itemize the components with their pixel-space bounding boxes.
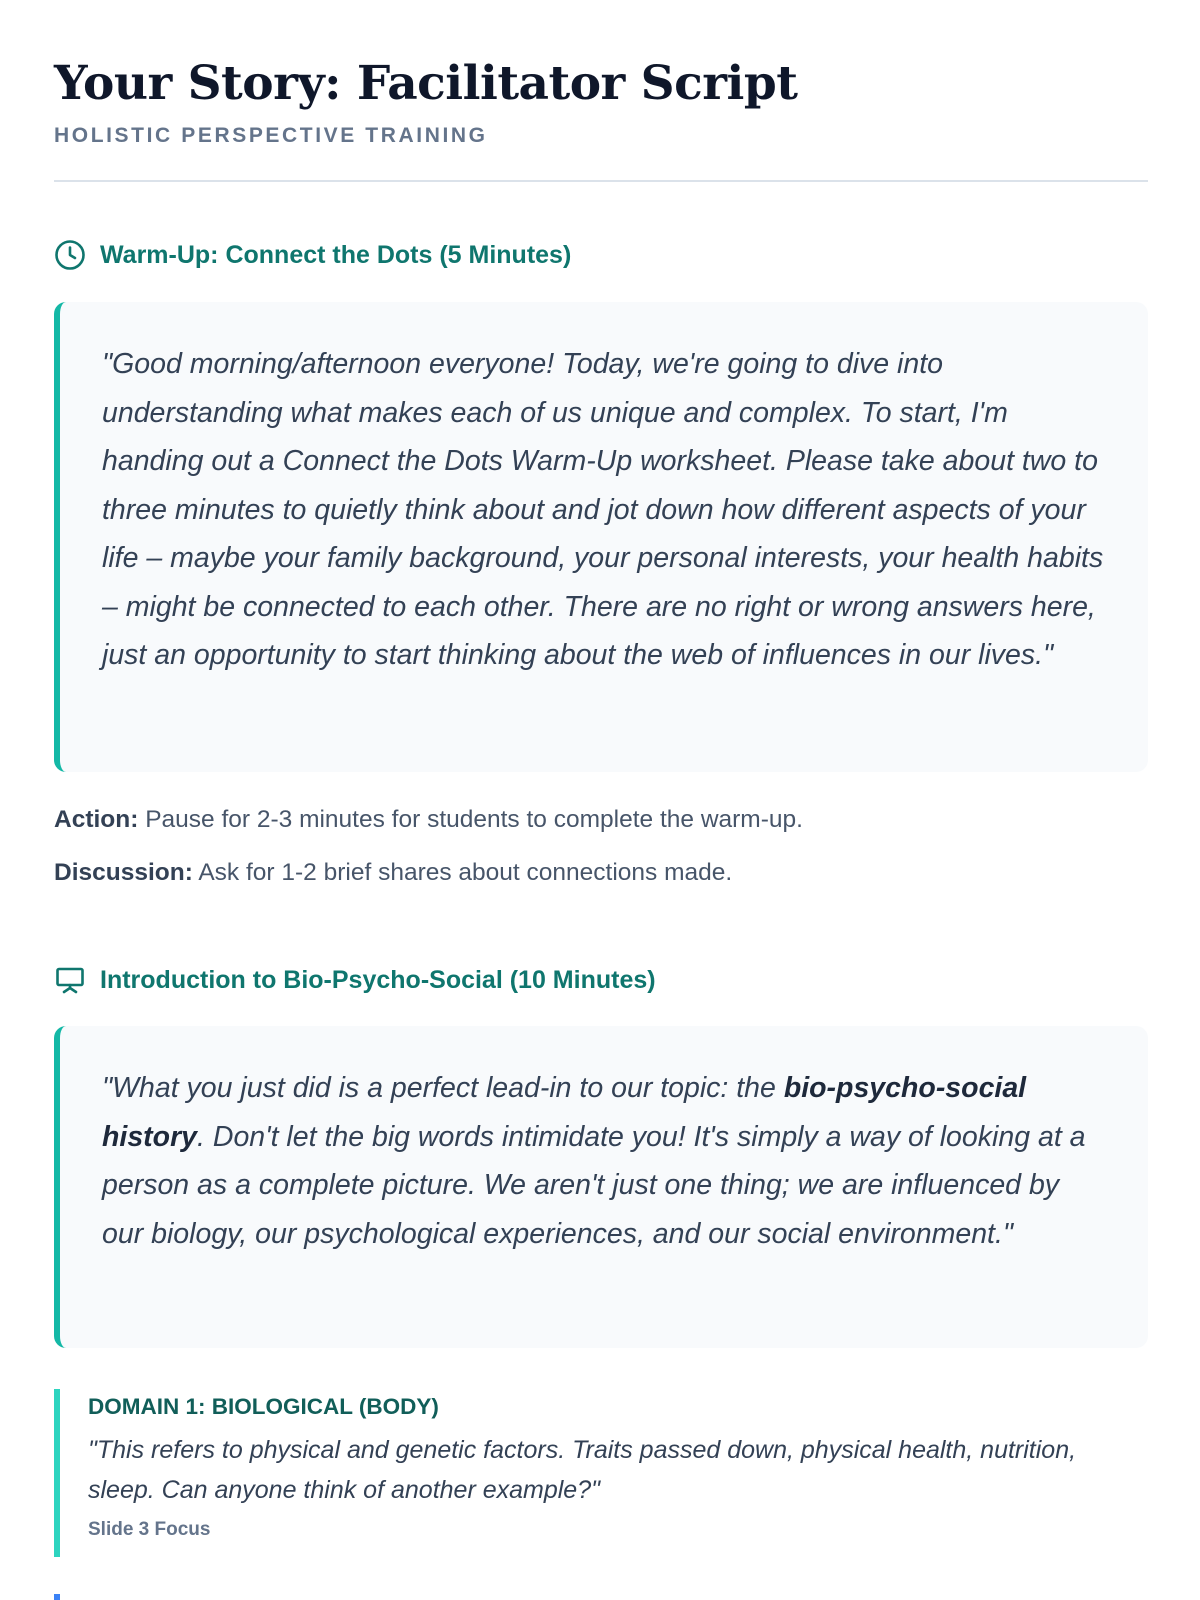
- introduction-script-text-end: . Don't let the big words intimidate you! It's simply a way of looking at a person as a complete picture. We aren't just one thing; we are influenced by our biology, our psychological experiences, and our social environment.": [102, 1120, 1086, 1250]
- introduction-script-key-term: bio-psycho-social history: [102, 1072, 1027, 1153]
- action-note-label: Action:: [54, 806, 139, 833]
- introduction-script-box: [54, 1026, 1148, 1348]
- domain-slide-focus: Slide 3 Focus: [88, 1519, 211, 1540]
- discussion-note: [54, 857, 732, 889]
- discussion-note-text: Ask for 1-2 brief shares about connections made.: [198, 859, 733, 886]
- section-heading-warm-up: [54, 237, 571, 273]
- clock-icon: [54, 239, 86, 271]
- introduction-script-text-start: "What you just did is a perfect lead-in to our topic: the: [102, 1072, 784, 1104]
- section-heading-text: Introduction to Bio-Psycho-Social (10 Minutes): [100, 965, 656, 994]
- action-note: [54, 804, 803, 836]
- header-divider: [54, 180, 1148, 182]
- domain-card-biological: [54, 1389, 1148, 1557]
- domain-title: DOMAIN 1: BIOLOGICAL (BODY): [88, 1394, 439, 1419]
- section-heading-text: Warm-Up: Connect the Dots (5 Minutes): [100, 240, 572, 269]
- warm-up-script-text: "Good morning/afternoon everyone! Today, we're going to dive into understanding what makes each of us unique and complex. To start, I'm handing out a Connect the Dots Warm-Up worksheet. Please take about two to three minutes to quietly think about and jot down how different aspects of your life – maybe your family background, your personal interests, your health habits – might be connected to each other. There are no right or wrong answers here, just an opportunity to start thinking about the web of influences in our lives.": [102, 348, 1104, 671]
- warm-up-script-box: [54, 302, 1148, 772]
- discussion-note-label: Discussion:: [54, 859, 193, 886]
- page-title: Your Story: Facilitator Script: [54, 56, 798, 111]
- section-heading-introduction: [54, 962, 656, 998]
- presentation-icon: [54, 964, 86, 996]
- action-note-text: Pause for 2-3 minutes for students to complete the warm-up.: [145, 806, 803, 833]
- page-subtitle: HOLISTIC PERSPECTIVE TRAINING: [54, 124, 488, 147]
- domain-quote: "This refers to physical and genetic factors. Traits passed down, physical health, nutrition, sleep. Can anyone think of another example?": [88, 1436, 1077, 1504]
- next-domain-card-edge: [54, 1594, 60, 1600]
